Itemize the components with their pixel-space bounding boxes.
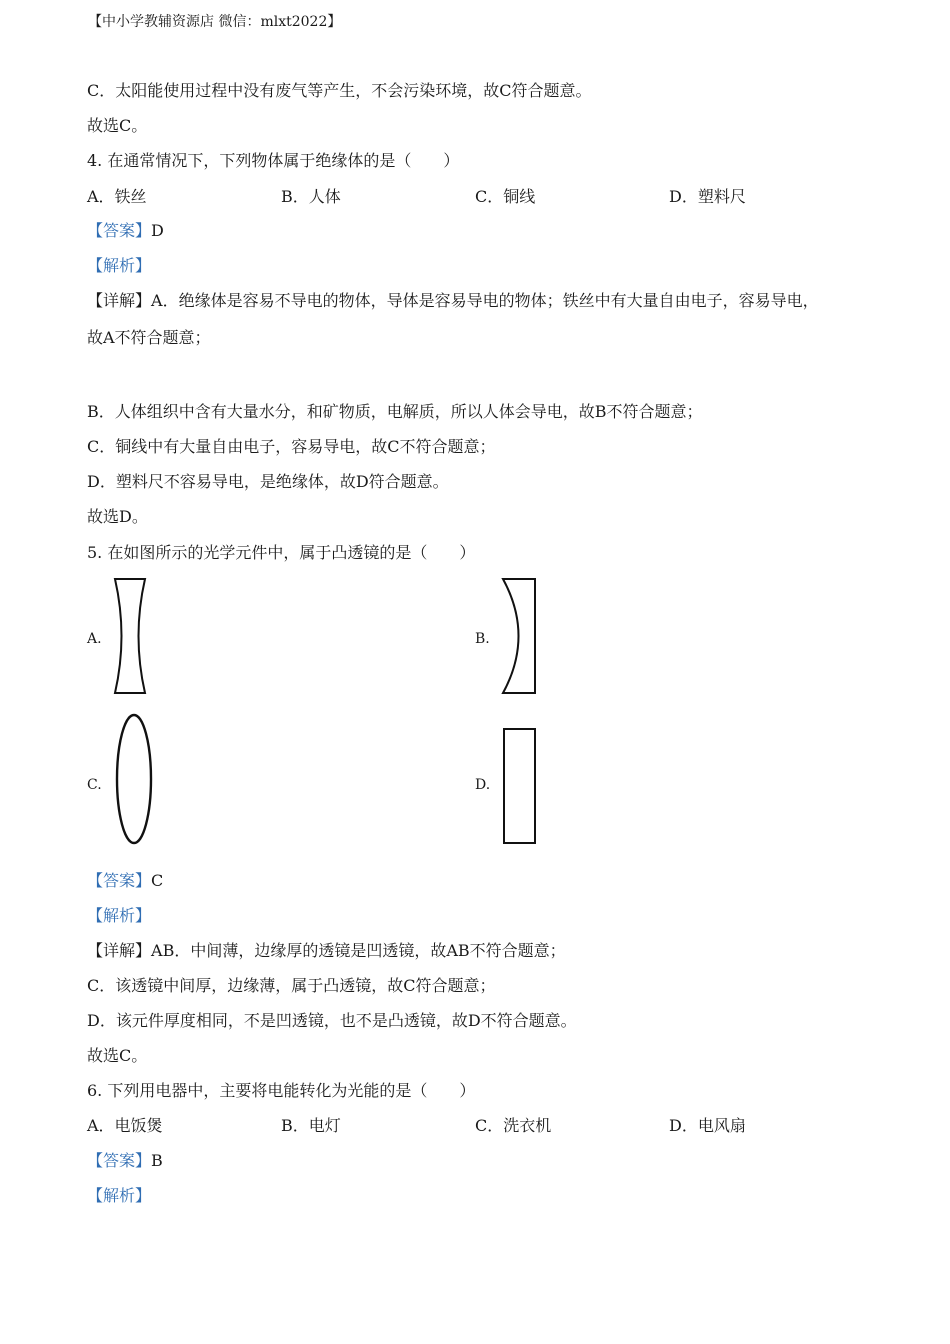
q4-option-b: B．人体 bbox=[281, 187, 341, 206]
q5-detail-1 bbox=[87, 941, 566, 961]
plano-concave-lens-icon bbox=[500, 577, 538, 695]
q3-conclusion: 故选C。 bbox=[87, 116, 148, 135]
q4-answer bbox=[87, 221, 164, 241]
q6-option-d: D．电风扇 bbox=[669, 1116, 746, 1135]
detail-text: AB．中间薄，边缘厚的透镜是凹透镜，故AB不符合题意； bbox=[151, 941, 566, 960]
answer-value: B bbox=[151, 1151, 163, 1170]
answer-tag: 【答案】 bbox=[87, 871, 152, 890]
q4-stem: 4. 在通常情况下，下列物体属于绝缘体的是（ ） bbox=[87, 151, 460, 170]
q5-stem: 5. 在如图所示的光学元件中，属于凸透镜的是（ ） bbox=[87, 543, 476, 562]
q5-option-a-label: A. bbox=[87, 631, 102, 647]
q5-conclusion: 故选C。 bbox=[87, 1046, 148, 1065]
detail-text: A．绝缘体是容易不导电的物体，导体是容易导电的物体；铁丝中有大量自由电子，容易导电， bbox=[151, 291, 819, 310]
answer-tag: 【答案】 bbox=[87, 221, 152, 240]
concave-lens-icon bbox=[112, 577, 148, 695]
q4-analysis-tag: 【解析】 bbox=[87, 256, 152, 275]
q4-option-c: C．铜线 bbox=[475, 187, 536, 206]
q4-option-d-explanation: D．塑料尺不容易导电，是绝缘体，故D符合题意。 bbox=[87, 472, 449, 491]
q5-option-d-label: D. bbox=[475, 777, 491, 793]
q6-option-c: C．洗衣机 bbox=[475, 1116, 552, 1135]
detail-tag: 【详解】 bbox=[87, 291, 152, 310]
q6-stem: 6. 下列用电器中，主要将电能转化为光能的是（ ） bbox=[87, 1081, 476, 1100]
convex-lens-icon bbox=[114, 712, 154, 846]
q5-option-c-label: C. bbox=[87, 777, 102, 793]
q5-option-d-explanation: D．该元件厚度相同，不是凹透镜，也不是凸透镜，故D不符合题意。 bbox=[87, 1011, 577, 1030]
q6-answer bbox=[87, 1151, 163, 1171]
q4-option-a: A．铁丝 bbox=[87, 187, 147, 206]
q5-answer bbox=[87, 871, 163, 891]
page-header: 【中小学教辅资源店 微信：mlxt2022】 bbox=[88, 14, 342, 30]
q4-option-b-explanation: B．人体组织中含有大量水分，和矿物质，电解质，所以人体会导电，故B不符合题意； bbox=[87, 402, 703, 421]
q4-option-c-explanation: C．铜线中有大量自由电子，容易导电，故C不符合题意； bbox=[87, 437, 496, 456]
flat-glass-plate-icon bbox=[502, 727, 538, 847]
q3-option-c-explanation: C．太阳能使用过程中没有废气等产生，不会污染环境，故C符合题意。 bbox=[87, 81, 592, 100]
q6-option-b: B．电灯 bbox=[281, 1116, 341, 1135]
q6-option-a: A．电饭煲 bbox=[87, 1116, 163, 1135]
answer-value: C bbox=[151, 871, 164, 890]
answer-tag: 【答案】 bbox=[87, 1151, 152, 1170]
q5-option-b-label: B. bbox=[475, 631, 490, 647]
q4-conclusion: 故选D。 bbox=[87, 507, 148, 526]
q6-analysis-tag: 【解析】 bbox=[87, 1186, 152, 1205]
answer-value: D bbox=[151, 221, 164, 240]
q5-option-c-explanation: C．该透镜中间厚，边缘薄，属于凸透镜，故C符合题意； bbox=[87, 976, 496, 995]
q4-detail-1 bbox=[87, 291, 819, 311]
q5-analysis-tag: 【解析】 bbox=[87, 906, 152, 925]
detail-tag: 【详解】 bbox=[87, 941, 152, 960]
q4-option-d: D．塑料尺 bbox=[669, 187, 746, 206]
q4-detail-2: 故A不符合题意； bbox=[87, 328, 211, 347]
